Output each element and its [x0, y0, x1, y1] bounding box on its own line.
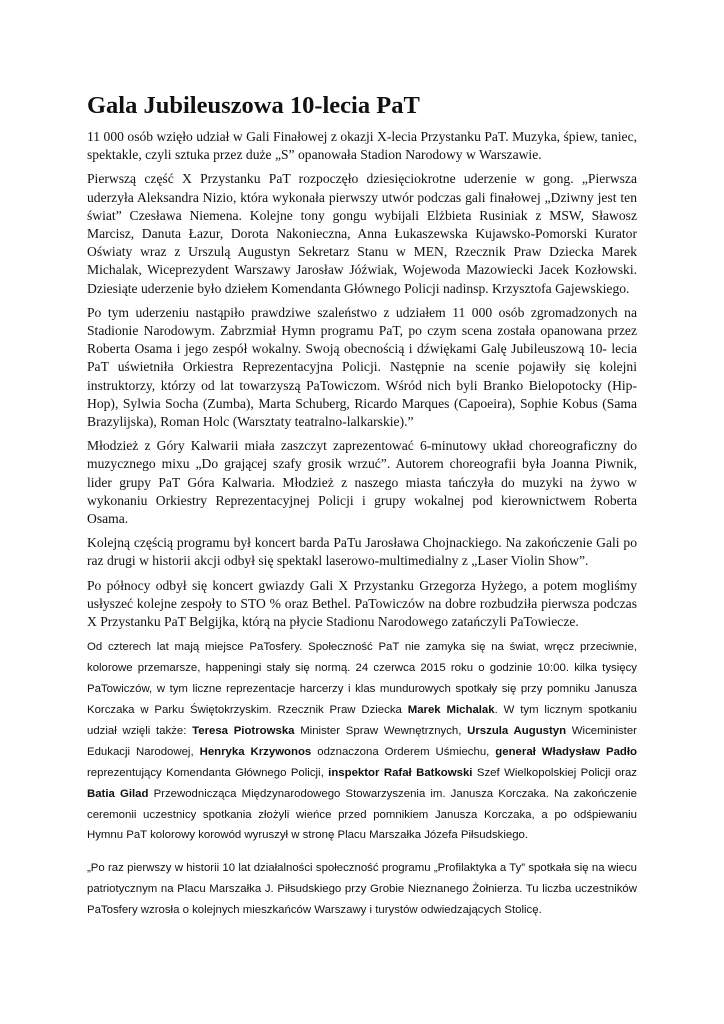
- paragraph-2: Pierwszą część X Przystanku PaT rozpoczęło dziesięciokrotne uderzenie w gong. „Pierwsza uderzyła Aleksandra Nizio, która wykonała pierwszy utwór podczas gali finałowej „Dziwny jest ten świat” Czesława Niemena. Kolejne tony gongu wybijali Elżbieta Rusiniak z MSW, Sławosz Marcisz, Danuta Łazur, Dorota Nakonieczna, Anna Łukaszewska Kujawsko-Pomorski Kurator Oświaty wraz z Urszulą Augustyn Sekretarz Stanu w MEN, Rzecznik Praw Dziecka Marek Michalak, Wiceprezydent Warszawy Jarosław Jóźwiak, Wojewoda Mazowiecki Jacek Kozłowski. Dziesiąte uderzenie było dziełem Komendanta Głównego Policji nadinsp. Krzysztofa Gajewskiego.: [87, 171, 637, 296]
- paragraph-3: Po tym uderzeniu nastąpiło prawdziwe szaleństwo z udziałem 11 000 osób zgromadzonych na Stadionie Narodowym. Zabrzmiał Hymn programu PaT, po czym scena została opanowana przez Roberta Osama i jego zespół wokalny. Swoją obecnością i dźwiękami Galę Jubileuszową 10- lecia PaT uświetniła Orkiestra Reprezentacyjna Policji. Następnie na scenie pojawiły się kolejni instruktorzy, którzy od lat towarzyszą PaTowiczom. Wśród nich byli Branko Bielopotocky (Hip-Hop), Sylwia Socha (Zumba), Marta Schuberg, Ricardo Marques (Capoeira), Sophie Kobus (Sama Brazylijska), Roman Holc (Warsztaty teatralno-lalkarskie).”: [87, 304, 637, 430]
- text-span: Szef Wielkopolskiej Policji oraz: [472, 766, 637, 779]
- text-span: Przewodnicząca Międzynarodowego Stowarzyszenia im. Janusza Korczaka. Na zakończenie ceremonii uczestnicy spotkania złożyli wieńce przed pomnikiem Janusza Korczaka, a po odśpiewaniu Hymnu PaT kolorowy korowód wyruszył w stronę Placu Marszałka Józefa Piłsudskiego.: [87, 787, 637, 842]
- bold-name: Batia Gilad: [87, 787, 149, 800]
- bold-name: Urszula Augustyn: [467, 724, 567, 737]
- paragraph-7: [87, 637, 637, 846]
- paragraph-4: Młodzież z Góry Kalwarii miała zaszczyt zaprezentować 6-minutowy układ choreograficzny do muzycznego mixu „Do grającej szafy grosik wrzuć”. Autorem choreografii była Joanna Piwnik, lider grupy PaT Góra Kalwaria. Młodzież z naszego miasta tańczyła do muzyki na żywo w wykonaniu Orkiestry Reprezentacyjnej Policji i grupy wokalnej pod kierownictwem Roberta Osama.: [87, 438, 637, 527]
- text-span: . W tym licznym spotkaniu udział wzięli także:: [87, 704, 637, 737]
- text-span: Od czterech lat mają miejsce PaTosfery. Społeczność PaT nie zamyka się na świat, wręcz przeciwnie, kolorowe przemarsze, happeningi stały się normą. 24 czerwca 2015 roku o godzinie 10:00. kilka tysięcy PaTowiczów, w tym liczne reprezentacje harcerzy i klas mundurowych spotkały się przy pomniku Janusza Korczaka w Parku Świętokrzyskim. Rzecznik Praw Dziecka: [87, 641, 637, 716]
- text-span: odznaczona Orderem Uśmiechu,: [311, 745, 496, 758]
- paragraph-1: 11 000 osób wzięło udział w Gali Finałowej z okazji X-lecia Przystanku PaT. Muzyka, śpiew, taniec, spektakle, czyli sztuka przez duże „S” opanowała Stadion Narodowy w Warszawie.: [87, 129, 637, 163]
- bold-name: Teresa Piotrowska: [192, 724, 295, 737]
- paragraph-8: „Po raz pierwszy w historii 10 lat działalności społeczność programu „Profilaktyka a Ty” spotkała się na wiecu patriotycznym na Placu Marszałka J. Piłsudskiego przy Grobie Nieznanego Żołnierza. Tu liczba uczestników PaTosfery wzrosła o kolejnych mieszkańców Warszawy i turystów odwiedzających Stolicę.: [87, 862, 637, 917]
- paragraph-6: Po północy odbył się koncert gwiazdy Gali X Przystanku Grzegorza Hyżego, a potem mogliśmy usłyszeć kolejne zespoły to STO % oraz Bethel. PaTowiczów na dobre rozbudziła pierwsza podczas X Przystanku PaT Belgijka, którą na płycie Stadionu Narodowego zatańczyli PaTowiecze.: [87, 577, 637, 630]
- bold-name: Marek Michalak: [407, 704, 495, 716]
- document-page: [87, 92, 637, 921]
- text-span: Wiceminister Edukacji Narodowej,: [87, 724, 637, 758]
- text-span: reprezentujący Komendanta Głównego Policji,: [87, 766, 329, 779]
- bold-name: inspektor Rafał Batkowski: [328, 766, 473, 779]
- bold-name: generał Władysław Padło: [495, 745, 637, 758]
- article-title: Gala Jubileuszowa 10-lecia PaT: [87, 92, 420, 119]
- paragraph-5: Kolejną częścią programu był koncert barda PaTu Jarosława Chojnackiego. Na zakończenie Gali po raz drugi w historii akcji odbył się spektakl laserowo-multimedialny z „Laser Violin Show”.: [87, 535, 637, 569]
- text-span: Minister Spraw Wewnętrznych,: [294, 724, 468, 737]
- bold-name: Henryka Krzywonos: [199, 745, 312, 758]
